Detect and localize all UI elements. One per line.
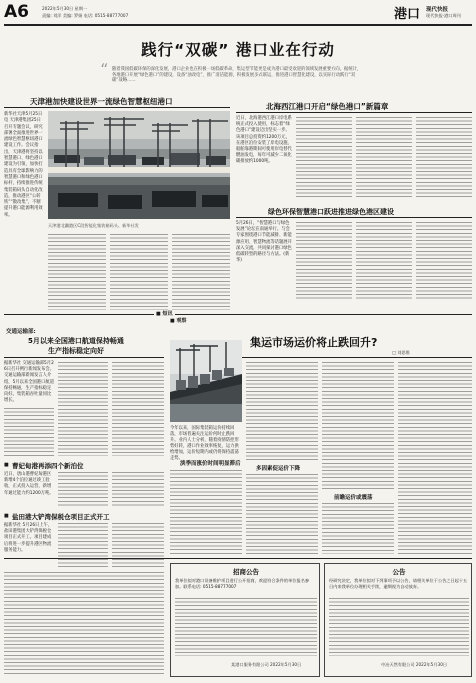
short-news-label: 短讯 <box>162 311 173 317</box>
sidebar-short-col3 <box>112 472 164 508</box>
article4-sub3: 前瞻运价或震荡 <box>334 495 373 501</box>
article4-col3a-lines <box>322 362 394 490</box>
sidebar-rule <box>4 357 164 358</box>
notice1-lines <box>175 598 317 656</box>
section-name: 港口 <box>394 7 421 22</box>
short-news-tag <box>154 310 175 317</box>
paper-sub: 现代快报·港口周刊 <box>426 13 461 18</box>
third-item-bullet-icon: ■ <box>4 513 9 519</box>
sidebar-col3-lines <box>112 362 164 456</box>
article1-body: 新华社天津5月25日电 天津港集团25日召开专题会议，研究部署全面推进世界一流绿色智慧枢纽港口建设工作。会议指出，天津港将坚持以智慧港口、绿色港口建设为引领，加快打造具有全球影响力的智慧港口和绿色港口标杆，持续推进传统集装箱码头自动化改造，推动港区“公转铁”“散改集”，不断提升港口能源利用效率。 <box>4 112 43 218</box>
article4-sub1: 淡季而涨价时间明显滞后 <box>180 461 241 467</box>
article2-col3-lines <box>356 117 412 199</box>
article1-title: 天津港加快建设世界一流绿色智慧枢纽港口 <box>30 97 173 106</box>
article4-byline: □ 刘思维 <box>392 350 410 355</box>
notice2-box <box>324 563 472 677</box>
article1-col2-lines <box>48 234 106 310</box>
sidebar-third-col2 <box>58 523 108 567</box>
article4-col2a-lines <box>246 362 318 460</box>
article3-title: 绿色环保智慧港口跃进推进绿色港区建设 <box>268 208 394 216</box>
article4-title: 集运市场运价将止跌回升? <box>250 336 378 349</box>
observe-label: 观察 <box>176 318 187 324</box>
sidebar-short-body: 近日，唐山港曹妃甸港区新增4个泊位通过竣工验收，正式投入运营，新增年通过能力约1200万吨。 <box>4 472 54 496</box>
sidebar-short-title: 曹妃甸港再添四个新泊位 <box>12 462 84 470</box>
notice1-sign: 某港口服务有限公司 2022年5月30日 <box>231 662 302 667</box>
section-divider <box>4 314 472 315</box>
article3-body: 5月26日，“智慧港口与绿色发展”论坛在南通举行。与会专家围绕港口节能减排、新能源应用、智慧物流等话题展开深入交流，共同探讨港口绿色低碳转型的路径与方法。(新华) <box>236 221 292 264</box>
sidebar-body: 据新华社 交通运输部5月26日召开例行新闻发布会。交通运输部新闻发言人介绍，5月以来全国港口航道保持畅通，生产指标稳定向好。集装箱吞吐量同比增长。 <box>4 361 54 404</box>
article3-col2-lines <box>296 222 352 300</box>
notice1-box <box>170 563 320 677</box>
intro-text: 随着我国低碳环保的深化发展，港口企业也在积极一场低碳革命，集运型节能更是成为港口最受欢迎的领域发展重要方向。据统计，各地港口开展“绿色港口”的建设，设备“油改电”，推广清洁能源，积极发展多式联运，推进港口智慧化建设，以实际行动践行“双碳”战略…… <box>112 67 362 84</box>
short-item-bullet-icon: ■ <box>4 462 9 468</box>
editor-line: 责编: 刘洋 美编: 罗娟 电话: 0515-88777007 <box>42 13 129 18</box>
sidebar-short-col2 <box>58 472 108 508</box>
notice2-body: 经研究决定，我单位拟对下列事项予以公告，请相关单位于公告之日起十五日内来我单位办理相关手续，逾期视为自动放弃。 <box>329 578 468 589</box>
sidebar-third-title: 盐田港大铲湾保税仓项目正式开工 <box>12 513 110 521</box>
quote-mark-icon: “ <box>100 60 109 79</box>
notice1-title: 招商公告 <box>233 568 259 576</box>
date-line: 2022年5月30日 星期一 <box>42 6 88 11</box>
bottom-left-lines <box>4 572 164 676</box>
sidebar-title-line2: 生产指标稳定向好 <box>48 347 104 355</box>
sidebar-col1-lines <box>4 408 54 456</box>
article2-rule <box>236 112 472 113</box>
page-header <box>0 0 476 28</box>
article4-col3b-lines <box>322 503 394 554</box>
main-headline: 践行“双碳” 港口业在行动 <box>141 41 335 59</box>
observe-tag <box>170 317 187 324</box>
notice2-lines <box>329 598 469 656</box>
article3-col4-lines <box>416 222 472 300</box>
article4-sub2: 多因素促运价下降 <box>256 466 301 472</box>
sidebar-third-col3 <box>112 523 164 567</box>
paper-name: 现代快报 <box>426 7 449 13</box>
sidebar-title-line1: 5月以来全国港口航道保持畅通 <box>28 337 124 345</box>
article4-col4-lines <box>398 362 472 554</box>
article2-body: 近日，北海港西江港口岸电系统正式投入使用，标志着“绿色港口”建设迈出坚实一步。该项目总投资约1200万元，在港区泊位安装了岸电设施，船舶靠港期间可使用岸电替代燃油发电，每年可减少二氧化碳排放约1000吨。 <box>236 116 292 165</box>
article1-col3-lines <box>110 234 168 310</box>
sidebar-col2-lines <box>58 362 108 456</box>
article4-col2b-lines <box>246 474 318 554</box>
notice2-title: 公告 <box>392 568 406 576</box>
header-rule <box>4 24 472 26</box>
article2-col2-lines <box>296 117 352 199</box>
footer-rule <box>4 558 472 559</box>
container-ship-photo <box>170 340 242 422</box>
article3-rule <box>236 217 472 218</box>
sidebar-third-body: 据新华社 5月26日上午，盐田港集团大铲湾保税仓项目正式开工。项目建成后将进一步提升港区物流服务能力。 <box>4 523 53 553</box>
notice2-sign: 中冶天然有限公司 2022年5月30日 <box>381 662 448 667</box>
article4-body: 今年以来，国际集装箱运价持续回落，市场普遍关注运价何时止跌回升。业内人士分析，随着疫情防控形势好转，港口作业效率恢复，运力供给增加，运价短期内或仍将保持震荡走势。 <box>170 426 239 461</box>
page-number: A6 <box>4 2 29 22</box>
article2-title: 北海西江港口开启“绿色港口”新篇章 <box>266 102 389 111</box>
article4-col1-lines <box>170 470 242 554</box>
section-block <box>392 3 472 23</box>
sidebar-column-label: 交通运输部: <box>6 329 36 335</box>
article1-caption: 天津港北疆港区C段智能化集装箱码头。新华社发 <box>48 223 139 228</box>
tianjin-port-photo <box>48 111 230 219</box>
observe-bullet-icon: ■ <box>170 318 175 324</box>
article2-col4-lines <box>416 117 472 199</box>
article1-rule <box>4 107 230 108</box>
notice1-body: 我单位拟对港口设备维护项目进行公开招商，欢迎符合条件的单位报名参加。联系电话: 0515-88777007 <box>175 578 310 589</box>
article1-col4-lines <box>172 234 230 310</box>
short-news-bullet-icon: ■ <box>156 311 161 317</box>
article3-col3-lines <box>356 222 412 300</box>
